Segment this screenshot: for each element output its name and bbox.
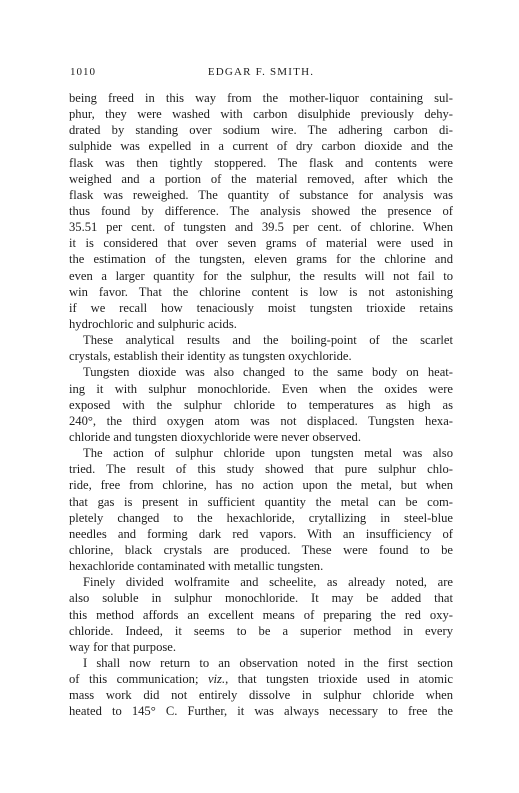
italic-term: viz. xyxy=(207,672,226,687)
text-line: ing it with sulphur monochloride. Even when the oxides were xyxy=(69,381,453,396)
text-line: of this communication; viz., that tungsten trioxide used in atomic xyxy=(69,672,453,687)
body-text xyxy=(69,90,453,719)
text-line: Finely divided wolframite and scheelite, as already noted, are xyxy=(83,575,453,590)
text-line: chlorine, black crystals are produced. These were found to be xyxy=(69,542,453,557)
text-line: thus found by difference. The analysis showed the presence of xyxy=(69,203,453,218)
text-line: sulphide was expelled in a current of dry carbon dioxide and the xyxy=(69,139,453,154)
page-number: 1010 xyxy=(70,66,96,78)
text-line: also soluble in sulphur monochloride. It may be added that xyxy=(69,591,453,606)
text-line: this method affords an excellent means of preparing the red oxy- xyxy=(69,607,453,622)
text-line: hydrochloric and sulphuric acids. xyxy=(69,316,237,331)
page-header xyxy=(70,66,452,82)
text-line: 240°, the third oxygen atom was not displaced. Tungsten hexa- xyxy=(69,413,453,428)
text-line: even a larger quantity for the sulphur, the results will not fail to xyxy=(69,268,453,283)
text-line: tried. The result of this study showed that pure sulphur chlo- xyxy=(69,462,453,477)
text-line: hexachloride contaminated with metallic tungsten. xyxy=(69,559,324,574)
text-line: if we recall how tenaciously moist tungsten trioxide retains xyxy=(69,300,453,315)
running-head: EDGAR F. SMITH. xyxy=(207,66,315,78)
text-line: chloride. Indeed, it seems to be a superior method in every xyxy=(69,623,453,638)
text-line: mass work did not entirely dissolve in sulphur chloride when xyxy=(69,688,453,703)
text-line: phur, they were washed with carbon disulphide previously dehy- xyxy=(69,107,453,122)
text-line: drated by standing over sodium wire. The adhering carbon di- xyxy=(69,123,453,138)
text-line: flask was reweighed. The quantity of substance for analysis was xyxy=(69,187,453,202)
text-line: These analytical results and the boiling-point of the scarlet xyxy=(83,333,453,348)
text-line: ride, free from chlorine, has no action upon the metal, but when xyxy=(69,478,453,493)
text-line: The action of sulphur chloride upon tungsten metal was also xyxy=(83,446,453,461)
text-line: way for that purpose. xyxy=(69,639,177,654)
text-line: it is considered that over seven grams of material were used in xyxy=(69,236,453,251)
text-line: win favor. That the chlorine content is low is not astonishing xyxy=(69,284,453,299)
text-line: pletely changed to the hexachloride, crytallizing in steel-blue xyxy=(69,510,453,525)
text-line: crystals, establish their identity as tungsten oxychloride. xyxy=(69,349,352,364)
text-line: being freed in this way from the mother-liquor containing sul- xyxy=(69,91,453,105)
text-line: heated to 145° C. Further, it was always necessary to free the xyxy=(69,704,453,719)
text-line: Tungsten dioxide was also changed to the same body on heat- xyxy=(83,365,453,380)
text-line: chloride and tungsten dioxychloride were never observed. xyxy=(69,429,362,444)
text-line: 35.51 per cent. of tungsten and 39.5 per cent. of chlorine. When xyxy=(69,220,453,235)
text-line: exposed with the sulphur chloride to temperatures as high as xyxy=(69,397,453,412)
text-line: I shall now return to an observation noted in the first section xyxy=(83,655,453,670)
text-line: flask was then tightly stoppered. The flask and contents were xyxy=(69,155,453,170)
text-line: needles and forming dark red vapors. With an insufficiency of xyxy=(69,526,453,541)
text-line: that gas is present in sufficient quantity the metal can be com- xyxy=(69,494,453,509)
text-line: the estimation of the tungsten, eleven grams for the chlorine and xyxy=(69,252,453,267)
text-line: weighed and a portion of the material removed, after which the xyxy=(69,171,453,186)
